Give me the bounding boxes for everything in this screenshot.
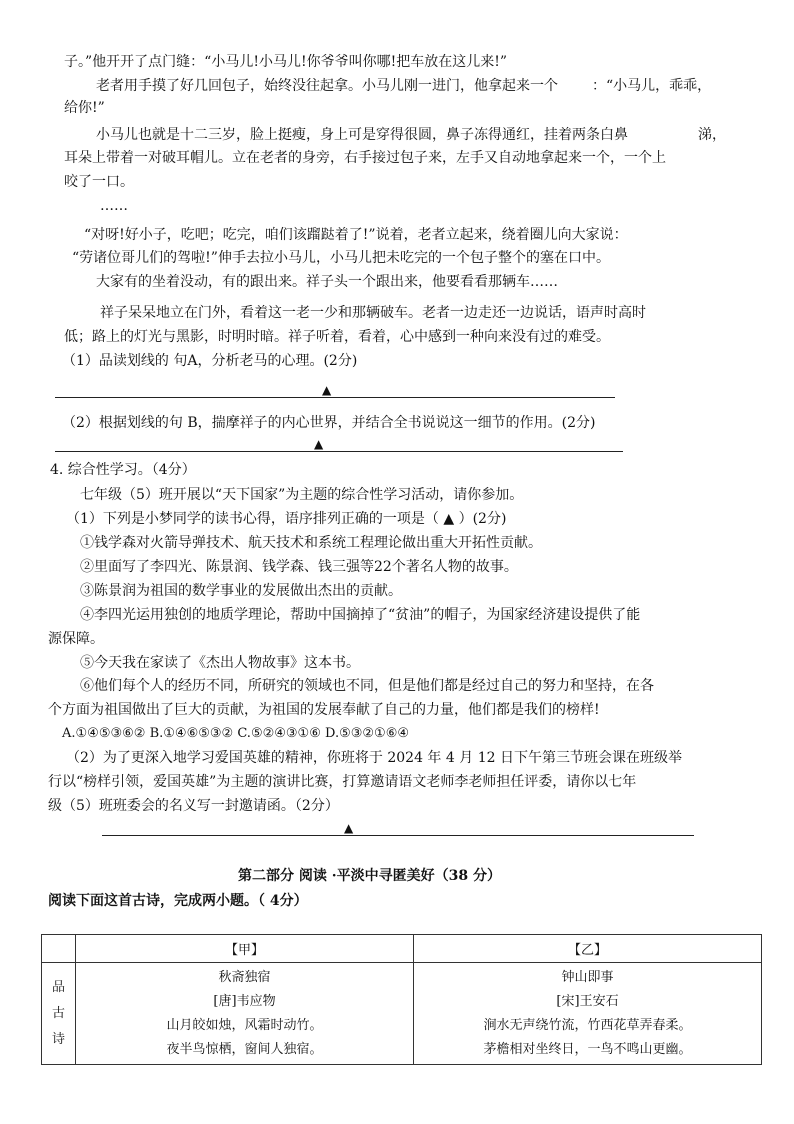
- poem-yi-author: [宋]王安石: [556, 993, 619, 1009]
- side-label-3: 诗: [51, 1031, 65, 1047]
- excerpt-line-6: 咬了一口。: [64, 174, 134, 190]
- sentence-6b: 个方面为祖国做出了巨大的贡献，为祖国的发展奉献了自己的力量，他们都是我们的榜样!: [48, 702, 600, 718]
- sentence-4b: 源保障。: [48, 631, 104, 647]
- excerpt-line-5: 耳朵上带着一对破耳帽儿。立在老者的身旁，右手接过包子来，左手又自动地拿起来一个，一个上: [64, 150, 666, 166]
- excerpt-line-10: 祥子呆呆地立在门外，看着这一老一少和那辆破车。老者一边走还一边说话，语声时高时: [100, 305, 646, 321]
- sentence-2: ②里面写了李四光、陈景润、钱学森、钱三强等22个著名人物的故事。: [80, 559, 518, 575]
- excerpt-line-7: “对呀!好小子，吃吧；吃完，咱们该蹓跶着了!”说着，老者立起来，绕着圈儿向大家说：: [84, 227, 628, 243]
- poem-jia-line-2: 夜半鸟惊栖，窗间人独宿。: [166, 1041, 323, 1057]
- section-4-title: 4. 综合性学习。（4分）: [50, 462, 196, 478]
- part-2-instruction: 阅读下面这首古诗，完成两小题。（ 4分）: [48, 893, 308, 909]
- answer-line-2[interactable]: [55, 451, 623, 452]
- poem-jia-title: 秋斋独宿: [218, 969, 271, 985]
- excerpt-line-8: “劳诸位哥儿们的驾啦!”伸手去拉小马儿，小马儿把未吃完的一个包子整个的塞在口中。: [72, 250, 610, 266]
- answer-line-1[interactable]: [55, 397, 615, 398]
- answer-mark-1: ▲: [322, 383, 332, 397]
- excerpt-line-1: 子。”他开开了点门缝：“小马儿!小马儿!你爷爷叫你哪!把车放在这儿来!”: [64, 54, 507, 70]
- poem-yi-line-2: 茅檐相对坐终日，一鸟不鸣山更幽。: [483, 1041, 692, 1057]
- question-1: （1）品读划线的 句A，分析老马的心理。(2分): [62, 353, 358, 369]
- excerpt-ellipsis: ……: [100, 198, 128, 214]
- sentence-1: ①钱学森对火箭导弹技术、航天技术和系统工程理论做出重大开拓性贡献。: [80, 535, 542, 551]
- excerpt-line-4a: 小马儿也就是十二三岁，脸上挺瘦，身上可是穿得很圆，鼻子冻得通红，挂着两条白鼻: [96, 127, 628, 143]
- header-jia: 【甲】: [76, 935, 414, 963]
- poem-yi-line-1: 涧水无声绕竹流，竹西花草弄春柔。: [483, 1017, 692, 1033]
- sentence-5: ⑤今天我在家读了《杰出人物故事》这本书。: [80, 655, 360, 671]
- side-label: [42, 963, 76, 1065]
- answer-line-3[interactable]: [102, 835, 694, 836]
- answer-mark-3: ▲: [344, 821, 354, 835]
- section-4-question-1: （1）下列是小梦同学的读书心得，语序排列正确的一项是（ ▲ ）(2分): [66, 511, 507, 527]
- answer-options: A.①④⑤③⑥② B.①④⑥⑤③② C.⑤②④③①⑥ D.⑤③②①⑥④: [62, 726, 410, 741]
- section-4-question-2c: 级（5）班班委会的名义写一封邀请函。（2分）: [48, 798, 339, 814]
- section-4-question-2b: 行以“榜样引领，爱国英雄”为主题的演讲比赛，打算邀请语文老师李老师担任评委，请你以七年: [48, 774, 637, 790]
- side-label-1: 品: [51, 979, 65, 995]
- poem-table: [41, 934, 762, 1065]
- poem-jia-author: [唐]韦应物: [213, 993, 276, 1009]
- excerpt-line-4b: 涕，: [698, 127, 726, 143]
- poem-yi: [414, 963, 762, 1065]
- poem-jia-line-1: 山月皎如烛，风霜时动竹。: [166, 1017, 323, 1033]
- sentence-6a: ⑥他们每个人的经历不同，所研究的领域也不同，但是他们都是经过自己的努力和坚持，在各: [80, 678, 654, 694]
- table-corner-cell: [42, 935, 76, 963]
- section-4-question-2a: （2）为了更深入地学习爱国英雄的精神，你班将于 2024 年 4 月 12 日下午第三节班会课在班级举: [66, 750, 682, 766]
- excerpt-line-2b: ：“小马儿，乖乖，: [592, 78, 712, 94]
- poem-jia: [76, 963, 414, 1065]
- section-4-intro: 七年级（5）班开展以“天下国家”为主题的综合性学习活动，请你参加。: [80, 487, 524, 503]
- excerpt-line-9: 大家有的坐着没动，有的跟出来。祥子头一个跟出来，他要看看那辆车……: [96, 274, 558, 290]
- sentence-4a: ④李四光运用独创的地质学理论，帮助中国摘掉了“贫油”的帽子，为国家经济建设提供了能: [80, 607, 641, 623]
- excerpt-line-2a: 老者用手摸了好几回包子，始终没往起拿。小马儿刚一进门，他拿起来一个: [96, 78, 558, 94]
- excerpt-line-11: 低；路上的灯光与黑影，时明时暗。祥子听着，看着，心中感到一种向来没有过的难受。: [64, 329, 610, 345]
- answer-mark-2: ▲: [314, 437, 324, 451]
- poem-yi-title: 钟山即事: [561, 969, 614, 985]
- header-yi: 【乙】: [414, 935, 762, 963]
- side-label-2: 古: [51, 1005, 65, 1021]
- part-2-heading: 第二部分 阅读 ·平淡中寻匿美好（38 分）: [238, 868, 501, 884]
- question-2: （2）根据划线的句 B，揣摩祥子的内心世界，并结合全书说说这一细节的作用。(2分): [62, 415, 596, 431]
- sentence-3: ③陈景润为祖国的数学事业的发展做出杰出的贡献。: [80, 583, 402, 599]
- excerpt-line-3: 给你!”: [64, 100, 105, 116]
